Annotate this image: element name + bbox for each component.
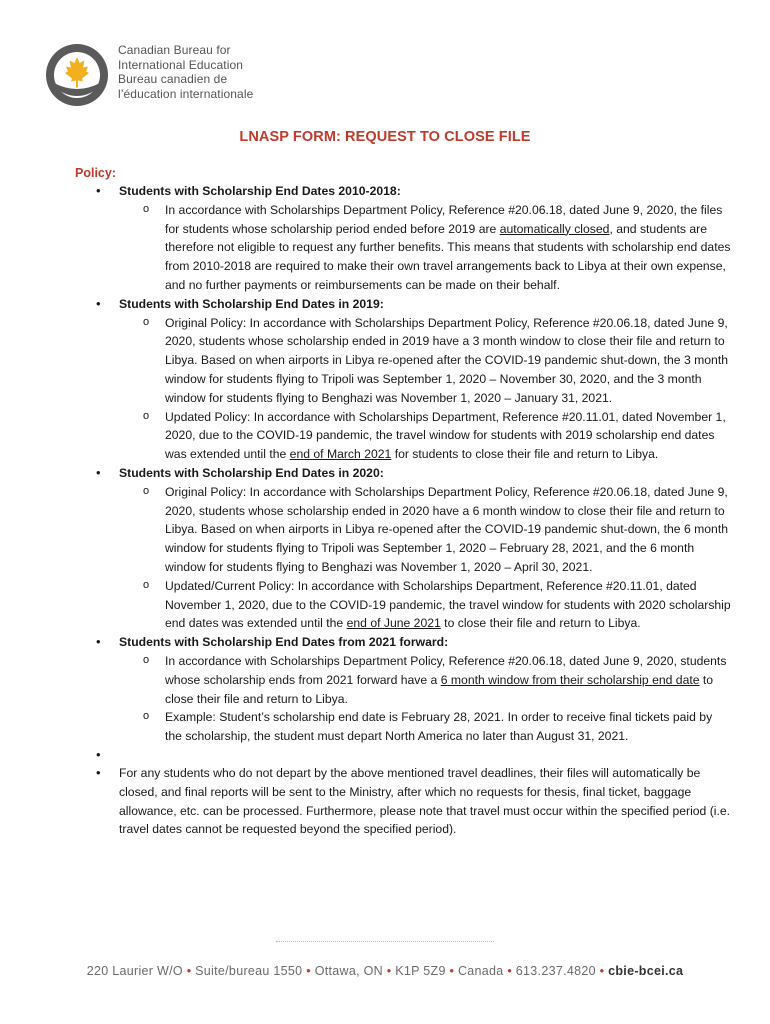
footer-separator: • <box>599 964 609 978</box>
policy-section-2010-2018 <box>92 182 732 295</box>
section-heading: • Students with Scholarship End Dates from 2021 forward: <box>119 635 449 650</box>
final-note: • For any students who do not depart by the above mentioned travel deadlines, their files will automatically be closed, and final reports will be sent to the Ministry, after which no requests for thesis, final ticket, baggage allowance, etc. can be processed. Furthermore, please note that travel must occur within the specified period (i.e. travel dates cannot be requested beyond the specified period). <box>92 764 732 839</box>
policy-label: Policy: <box>75 166 116 180</box>
policy-item: o In accordance with Scholarships Department Policy, Reference #20.06.18, dated June 9, 2020, students whose scholarship ends from 2021 forward have a 6 month window from their scholarship end date to close their file and return to Libya. <box>165 652 732 708</box>
cbie-logo-icon <box>45 43 109 107</box>
footer-divider <box>276 941 494 942</box>
policy-item: o Original Policy: In accordance with Scholarships Department Policy, Reference #20.06.18, dated June 9, 2020, students whose scholarship ended in 2020 have a 6 month window to close their file and return to Libya. Based on when airports in Libya re-opened after the COVID-19 pandemic shut-down, the 6 month window for students flying to Tripoli was September 1, 2020 – February 28, 2021, and the 6 month window for students flying to Benghazi was November 1, 2020 – April 30, 2021. <box>165 483 732 577</box>
org-name-fr-line1: Bureau canadien de <box>118 72 228 86</box>
section-heading: • Students with Scholarship End Dates in 2020: <box>119 465 384 480</box>
policy-section-2019 <box>92 295 732 464</box>
footer-separator: • <box>306 964 315 978</box>
footer-city: Ottawa, ON <box>314 964 383 978</box>
org-name-en-line2: International Education <box>118 57 244 72</box>
footer-separator: • <box>449 964 458 978</box>
form-title: LNASP FORM: REQUEST TO CLOSE FILE <box>239 129 531 145</box>
footer-separator: • <box>507 964 516 978</box>
page-footer <box>0 964 770 978</box>
footer-separator: • <box>186 964 196 978</box>
spacer <box>92 746 732 764</box>
footer-phone: 613.237.4820 <box>515 964 596 978</box>
section-heading: • Students with Scholarship End Dates 2010-2018: <box>119 184 401 198</box>
footer-separator: • <box>386 964 396 978</box>
footer-website[interactable]: cbie-bcei.ca <box>608 964 684 978</box>
footer-postal: K1P 5Z9 <box>395 964 446 978</box>
policy-content <box>92 182 732 839</box>
policy-section-2021-forward <box>92 633 732 746</box>
organization-name <box>118 43 253 101</box>
policy-item: o Original Policy: In accordance with Scholarships Department Policy, Reference #20.06.18, dated June 9, 2020, students whose scholarship ended in 2019 have a 3 month window to close their file and return to Libya. Based on when airports in Libya re-opened after the COVID-19 pandemic shut-down, the 3 month window for students flying to Tripoli was September 1, 2020 – November 30, 2020, and the 3 month window for students flying to Benghazi was November 1, 2020 – January 31, 2021. <box>165 314 732 408</box>
org-name-fr-line2: l’éducation internationale <box>118 86 254 101</box>
policy-section-2020 <box>92 464 732 633</box>
policy-item: o Example: Student’s scholarship end date is February 28, 2021. In order to receive final tickets paid by the scholarship, the student must depart North America no later than August 31, 2021. <box>165 708 732 746</box>
footer-address: 220 Laurier W/O <box>86 964 183 978</box>
footer-suite: Suite/bureau 1550 <box>195 964 303 978</box>
org-name-en-line1: Canadian Bureau for <box>118 43 231 57</box>
footer-country: Canada <box>457 964 504 978</box>
policy-item: o Updated/Current Policy: In accordance with Scholarships Department, Reference #20.11.01, dated November 1, 2020, due to the COVID-19 pandemic, the travel window for students with 2020 scholarship end dates was extended until the end of June 2021 to close their file and return to Libya. <box>165 577 732 633</box>
policy-item: o In accordance with Scholarships Department Policy, Reference #20.06.18, dated June 9, 2020, the files for students whose scholarship period ended before 2019 are automatically closed, and students are therefore not eligible to request any further benefits. This means that students with scholarship end dates from 2010-2018 are required to make their own travel arrangements back to Libya at their own expense, and no further payments or reimbursements can be made on their behalf. <box>165 201 732 295</box>
section-heading: • Students with Scholarship End Dates in 2019: <box>119 296 384 311</box>
policy-item: o Updated Policy: In accordance with Scholarships Department, Reference #20.11.01, dated November 1, 2020, due to the COVID-19 pandemic, the travel window for students with 2019 scholarship end dates was extended until the end of March 2021 for students to close their file and return to Libya. <box>165 408 732 464</box>
policy-list <box>92 182 732 839</box>
